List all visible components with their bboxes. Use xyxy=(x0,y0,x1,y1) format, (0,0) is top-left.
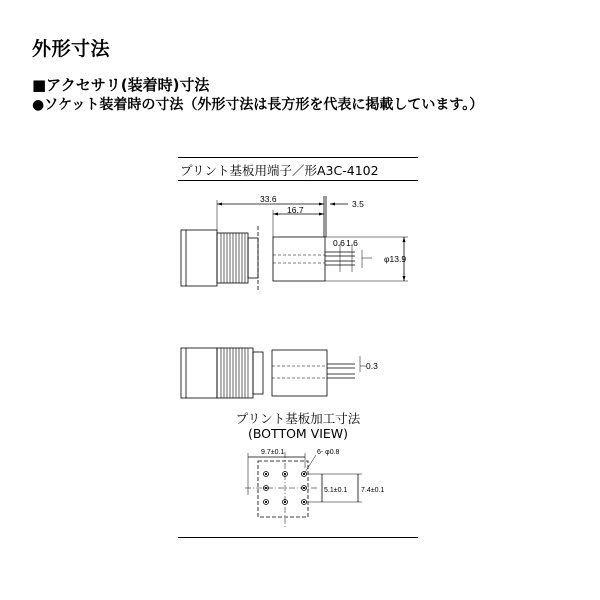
note-text: ●ソケット装着時の寸法（外形寸法は長方形を代表に掲載しています。） xyxy=(32,97,484,113)
dim-6-hole: 6- φ0.8 xyxy=(317,449,340,456)
dim-7-4: 7.4±0.1 xyxy=(361,487,385,494)
figure-caption-top: プリント基板用端子／形A3C-4102 xyxy=(180,163,379,178)
section-heading: ■アクセサリ(装着時)寸法 xyxy=(32,76,210,94)
dim-0-3: 0.3 xyxy=(366,361,378,371)
side-view-bottom xyxy=(181,348,366,398)
dim-0-6: 0.6 xyxy=(333,238,345,248)
pcb-caption: プリント基板加工寸法 xyxy=(235,411,361,426)
dim-33-6: 33.6 xyxy=(260,194,277,204)
dim-1-6: 1.6 xyxy=(346,238,358,248)
dim-3-5: 3.5 xyxy=(352,199,364,209)
dim-9-7: 9.7±0.1 xyxy=(261,449,285,456)
dim-phi-13-9: φ13.9 xyxy=(384,254,407,264)
page-title: 外形寸法 xyxy=(32,38,111,60)
dim-5-1: 5.1±0.1 xyxy=(324,487,348,494)
dim-16-7: 16.7 xyxy=(287,205,304,215)
bottom-view-caption: (BOTTOM VIEW) xyxy=(247,426,349,441)
